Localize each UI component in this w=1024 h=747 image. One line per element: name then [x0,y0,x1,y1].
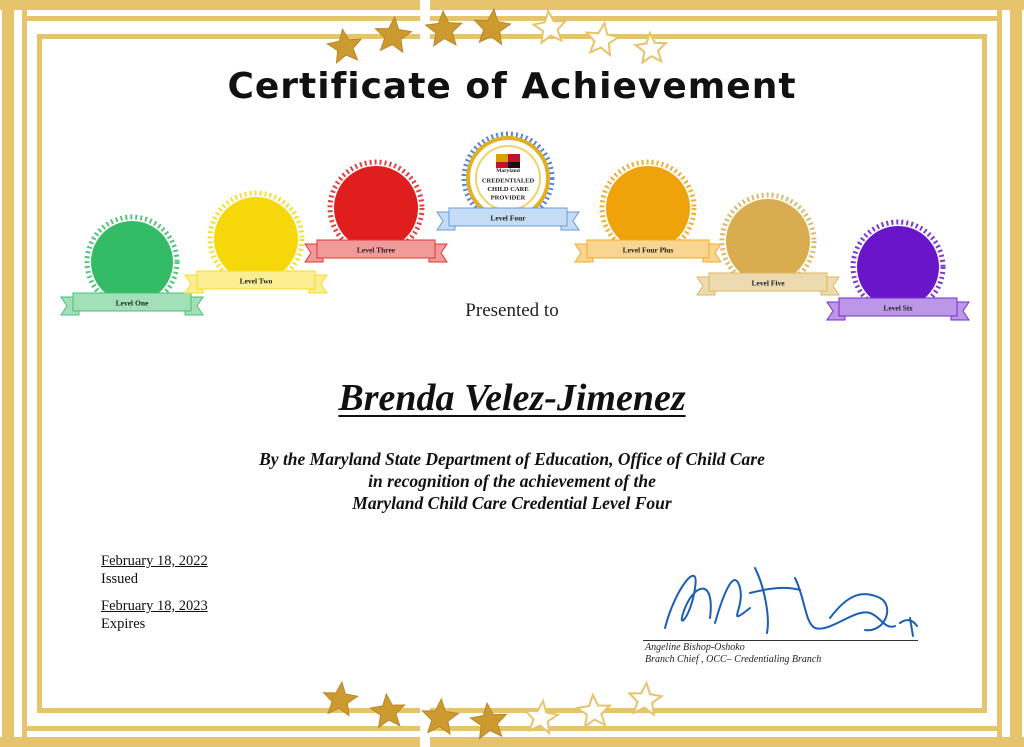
recognition-line: in recognition of the achievement of the [368,471,656,491]
badge-level-5 [575,162,721,262]
recognition-line: Maryland Child Care Credential Level Four [352,493,672,513]
star-filled-icon [475,9,511,44]
badge-level-2 [185,193,327,293]
star-outline-icon [587,23,619,55]
seal-text: PROVIDER [490,194,526,202]
issued-label: Issued [101,571,139,587]
badge-label: Level Two [239,276,273,286]
expires-date: February 18, 2023 [101,598,208,614]
seal-text: Maryland [496,168,520,174]
badge-label: Level Three [356,245,396,255]
date-block [101,552,208,633]
star-filled-icon [376,17,412,52]
badge-label: Level One [115,298,149,308]
signature-line [643,640,918,641]
badge-label: Level Four Plus [622,245,674,255]
star-filled-icon [371,694,405,727]
signature-image [655,548,935,648]
badge-level-3 [305,162,447,262]
signer-block [645,642,821,666]
issued-date: February 18, 2022 [101,553,208,569]
badge-level-4 [437,134,579,230]
signer-name: Angeline Bishop-Oshoko [645,642,745,653]
recognition-text [0,448,1024,514]
signer-title: Branch Chief , OCC– Credentialing Branch [645,654,822,665]
star-outline-icon [578,695,610,726]
seal-text: CHILD CARE [487,186,529,193]
recipient-name: Brenda Velez-Jimenez [338,377,686,419]
recognition-line: By the Maryland State Department of Education, Office of Child Care [259,449,765,469]
expires-label: Expires [101,616,146,632]
presented-to-label: Presented to [465,300,559,321]
badge-label: Level Four [490,213,526,223]
seal-text: CREDENTIALED [481,177,535,185]
badge-label: Level Six [883,303,913,313]
certificate-title: Certificate of Achievement [227,66,797,107]
badge-label: Level Five [751,278,785,288]
